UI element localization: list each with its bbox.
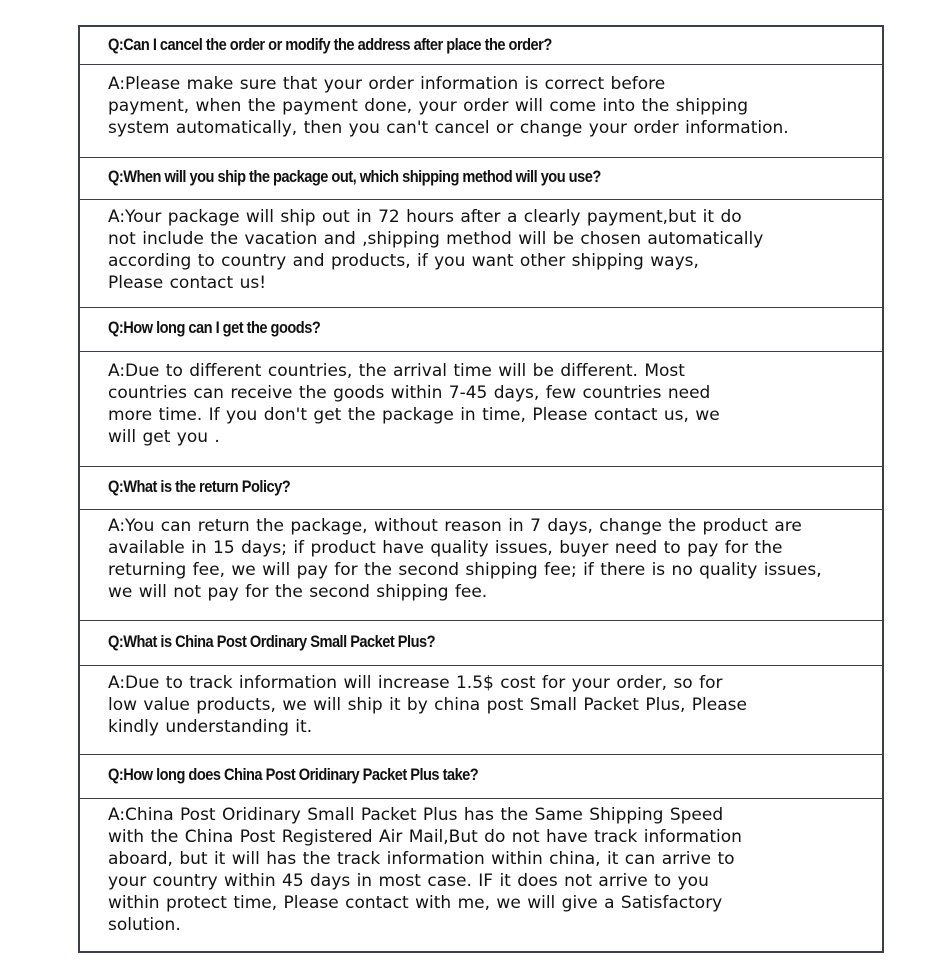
answer-row: [80, 200, 882, 308]
question-row: [80, 467, 882, 510]
answer-text: A:Due to different countries, the arrival time will be different. Most countries can receive the goods within 7-45 days, few countries need more time. If you don't get the package in time, Please contact us, we will get you .: [108, 361, 720, 447]
answer-row: [80, 510, 882, 621]
question-text: Q:How long can I get the goods?: [108, 318, 321, 337]
question-row: [80, 308, 882, 352]
question-row: [80, 158, 882, 200]
answer-row: [80, 65, 882, 158]
question-text: Q:What is the return Policy?: [108, 477, 291, 496]
answer-text: A:Due to track information will increase 1.5$ cost for your order, so for low value products, we will ship it by china post Small Packet Plus, Please kindly understanding it.: [108, 673, 747, 737]
answer-text: A:Your package will ship out in 72 hours after a clearly payment,but it do not include the vacation and ,shipping method will be chosen automatically according to country and products, if you want other shipping ways, Please contact us!: [108, 207, 764, 293]
question-text: Q:Can I cancel the order or modify the address after place the order?: [108, 35, 552, 54]
answer-row: [80, 352, 882, 467]
question-text: Q:When will you ship the package out, which shipping method will you use?: [108, 167, 601, 186]
answer-text: A:You can return the package, without reason in 7 days, change the product are available in 15 days; if product have quality issues, buyer need to pay for the returning fee, we will pay for the second shipping fee; if there is no quality issues, we will not pay for the second shipping fee.: [108, 516, 822, 602]
question-text: Q:What is China Post Ordinary Small Packet Plus?: [108, 632, 436, 651]
answer-text: A:China Post Oridinary Small Packet Plus has the Same Shipping Speed with the China Post Registered Air Mail,But do not have track information aboard, but it will has the track information within china, it can arrive to your country within 45 days in most case. IF it does not arrive to you within protect time, Please contact with me, we will give a Satisfactory solution.: [108, 805, 742, 935]
question-row: [80, 621, 882, 666]
answer-row: [80, 666, 882, 755]
question-row: [80, 755, 882, 799]
question-text: Q:How long does China Post Oridinary Packet Plus take?: [108, 765, 479, 784]
answer-text: A:Please make sure that your order information is correct before payment, when the payment done, your order will come into the shipping system automatically, then you can't cancel or change your order information.: [108, 74, 789, 138]
question-row: [80, 27, 882, 65]
faq-table: [78, 25, 884, 953]
answer-row: [80, 799, 882, 951]
